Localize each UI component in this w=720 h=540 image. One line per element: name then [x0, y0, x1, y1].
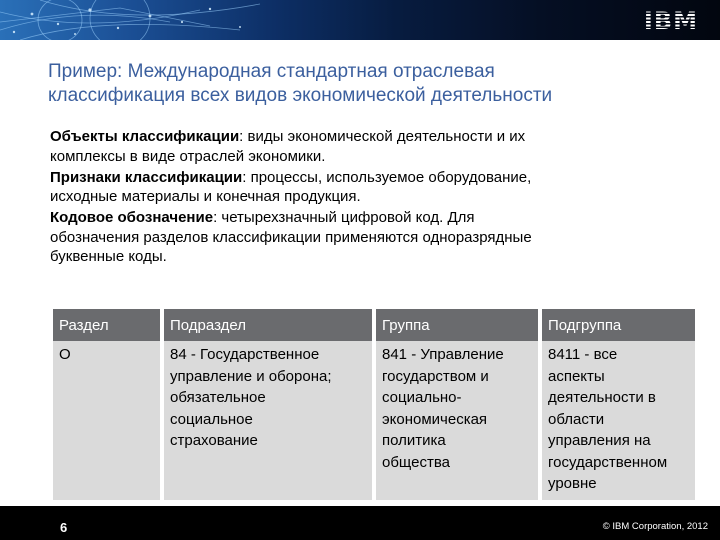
cell-line: уровне	[548, 475, 597, 492]
classification-table	[49, 309, 699, 500]
footer-bar	[0, 506, 720, 540]
text-code-2: обозначения разделов классификации применяются одноразрядные	[50, 228, 532, 246]
text-objects-2: комплексы в виде отраслей экономики.	[50, 147, 326, 165]
table-header-row	[53, 309, 695, 341]
slide-title	[48, 60, 688, 108]
paragraph-objects	[50, 127, 690, 166]
cell-line: управления на	[548, 432, 651, 449]
cell-line: 8411 - все	[548, 346, 618, 363]
term-code: Кодовое обозначение	[50, 209, 214, 226]
cell-line: общества	[382, 453, 450, 471]
cell-line: социально-	[382, 389, 462, 406]
term-features: Признаки классификации	[50, 168, 243, 186]
cell-line: политика	[382, 432, 446, 449]
term-objects: Объекты классификации	[50, 128, 240, 145]
text-code-3: буквенные коды.	[50, 248, 167, 265]
text-features-2: исходные материалы и конечная продукция.	[50, 188, 361, 205]
header-subsection: Подраздел	[164, 309, 372, 341]
header-banner	[0, 0, 720, 40]
page-number: 6	[60, 520, 68, 535]
cell-subgroup	[542, 341, 695, 500]
cell-line: деятельности в	[548, 389, 656, 406]
paragraph-code	[50, 208, 690, 267]
cell-line: обязательное	[170, 389, 266, 406]
header-section: Раздел	[53, 309, 160, 341]
cell-line: области	[548, 410, 605, 428]
cell-line: 841 - Управление	[382, 346, 504, 363]
slide-body	[50, 127, 690, 268]
cell-line: экономическая	[382, 410, 488, 428]
text-features-1: : процессы, используемое оборудование,	[242, 168, 532, 186]
cell-group	[376, 341, 538, 500]
header-subgroup: Подгруппа	[542, 309, 695, 341]
header-group: Группа	[376, 309, 538, 341]
cell-subsection	[164, 341, 372, 500]
ibm-logo: IBM	[643, 7, 698, 35]
paragraph-features	[50, 168, 690, 207]
slide-title-line-2: классификация всех видов экономической деятельности	[48, 85, 553, 106]
cell-line: 84 - Государственное	[170, 346, 320, 363]
cell-line: государственном	[548, 453, 668, 471]
table-row	[53, 341, 695, 500]
network-globe-graphic	[0, 0, 720, 40]
cell-line: социальное	[170, 410, 253, 428]
text-code-1: : четырехзначный цифровой код. Для	[213, 209, 475, 226]
cell-line: аспекты	[548, 367, 605, 385]
text-objects-1: : виды экономической деятельности и их	[239, 128, 526, 145]
cell-section	[53, 341, 160, 500]
cell-line: страхование	[170, 432, 258, 449]
cell-line: управление и оборона;	[170, 367, 332, 385]
copyright-text: © IBM Corporation, 2012	[602, 521, 708, 532]
slide-title-line-1: Пример: Международная стандартная отраслевая	[48, 61, 495, 82]
cell-line: государством и	[382, 367, 489, 385]
cell-line: O	[59, 346, 71, 363]
